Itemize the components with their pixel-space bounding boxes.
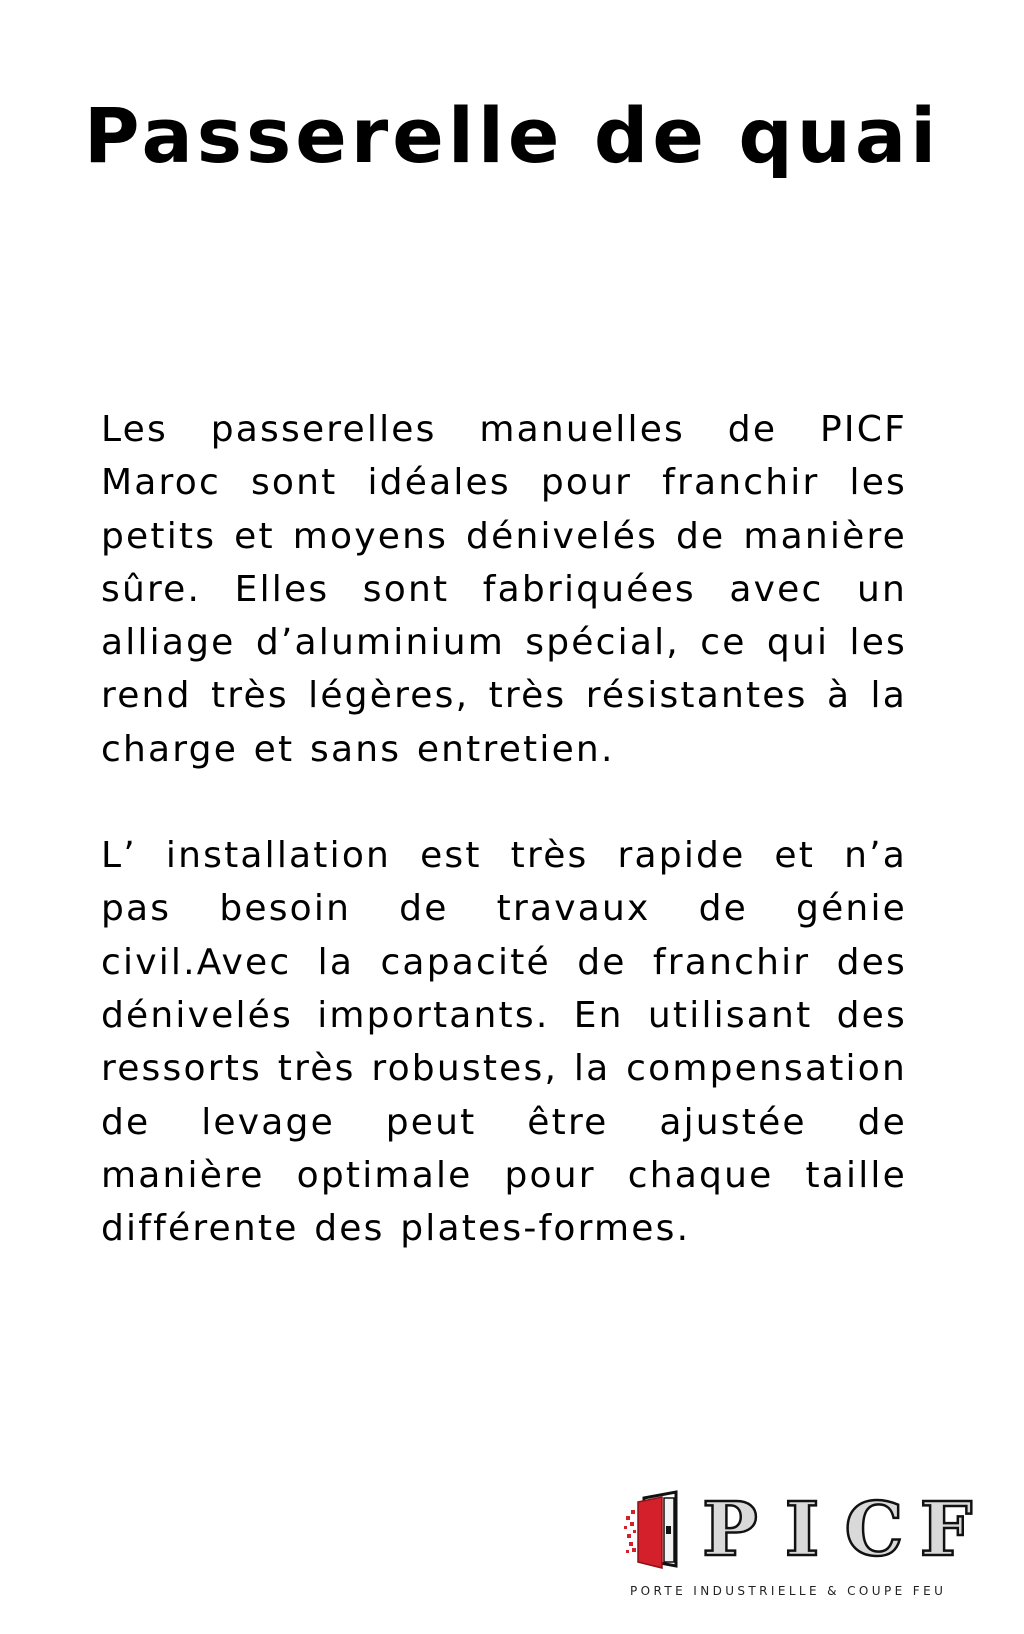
logo-letter-i: I (784, 1487, 820, 1573)
paragraph-intro: Les passerelles manuelles de PICF Maroc sont idéales pour franchir les petits et moyens dénivelés de manière sûre. Elles sont fabriquées avec un alliage d’aluminium spécial, ce qui les rend très légères, très résistantes à la charge et sans entretien. (101, 409, 907, 770)
paragraph-installation: L’ installation est très rapide et n’a pas besoin de travaux de génie civil.Avec la capacité de franchir des dénivelés importants. En utilisant des ressorts très robustes, la compensation de levage peut être ajustée de manière optimale pour chaque taille différente des plates-formes. (101, 835, 907, 1250)
logo-letter-c: C (844, 1487, 904, 1573)
body-text (101, 403, 907, 1255)
door-icon (624, 1488, 686, 1570)
logo-tagline: PORTE INDUSTRIELLE & COUPE FEU (630, 1584, 947, 1598)
page-title: Passerelle de quai (83, 91, 941, 180)
picf-logo (624, 1488, 984, 1598)
logo-letter-f: F (919, 1487, 973, 1573)
logo-wordmark (694, 1487, 982, 1573)
logo-letter-p: P (702, 1487, 758, 1573)
